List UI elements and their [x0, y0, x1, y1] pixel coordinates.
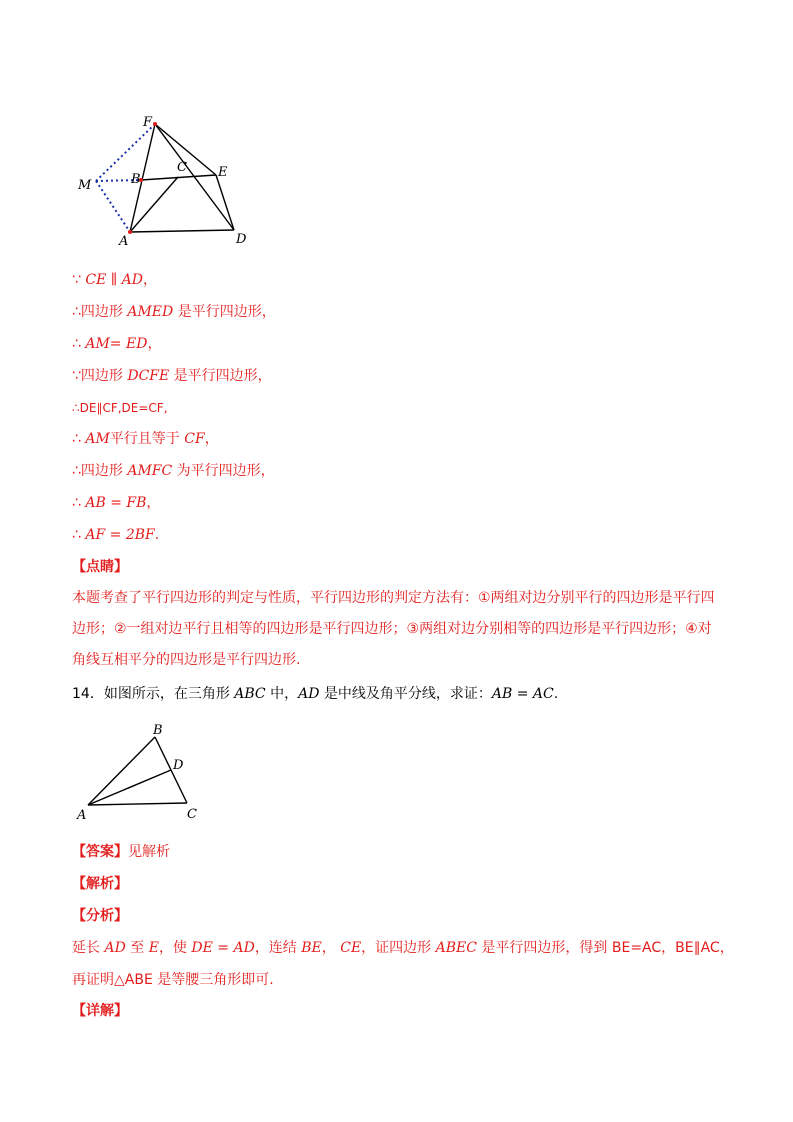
geometry-figure-2 — [72, 715, 212, 825]
jiexi-header: 【解析】 — [72, 876, 128, 892]
label-C: C — [187, 807, 197, 822]
segment-AC — [88, 803, 187, 805]
segment-AD — [130, 230, 234, 232]
answer-line: 【答案】见解析 — [72, 844, 170, 860]
segment-AB — [88, 737, 155, 805]
proof-line-9: ∴ AF = 2BF. — [72, 527, 160, 543]
proof-line-1: ∵ CE ∥ AD， — [72, 272, 157, 288]
proof-line-8: ∴ AB = FB， — [72, 495, 161, 511]
label-A: A — [119, 234, 129, 249]
proof-line-3: ∴ AM= ED， — [72, 336, 162, 352]
segment-MA — [96, 181, 130, 232]
proof-line-4: ∵四边形 DCFE 是平行四边形， — [72, 368, 272, 384]
point-F — [153, 122, 157, 126]
fenxi-header: 【分析】 — [72, 908, 128, 924]
figure1-dotted-lines — [96, 124, 155, 232]
segment-AD — [88, 770, 171, 805]
question-14: 14．如图所示，在三角形 ABC 中，AD 是中线及角平分线，求证：AB = AC. — [72, 686, 559, 702]
label-E: E — [218, 165, 228, 180]
segment-BE — [141, 175, 216, 180]
fenxi-line-2: 再证明△ABE 是等腰三角形即可. — [72, 972, 274, 988]
segment-MF — [96, 124, 155, 181]
geometry-figure-1 — [72, 108, 272, 253]
label-F: F — [143, 115, 153, 130]
label-D: D — [173, 758, 184, 773]
dianjing-header: 【点睛】 — [72, 559, 128, 575]
label-C: C — [177, 160, 187, 175]
label-M: M — [78, 178, 92, 193]
label-D: D — [236, 232, 247, 247]
proof-line-6: ∴ AM平行且等于 CF， — [72, 431, 219, 447]
fenxi-line-1: 延长 AD 至 E，使 DE = AD，连结 BE， CE，证四边形 ABEC 是平行四边形，得到 BE=AC，BE∥AC， — [72, 940, 734, 956]
xiangjie-header: 【详解】 — [72, 1003, 128, 1019]
proof-line-5: ∴DE∥CF,DE=CF, — [72, 401, 168, 415]
label-B: B — [131, 172, 141, 187]
label-A: A — [77, 808, 87, 823]
point-A — [128, 230, 132, 234]
segment-ED — [216, 175, 234, 230]
proof-line-7: ∴四边形 AMFC 为平行四边形， — [72, 463, 275, 479]
dianjing-text: 本题考查了平行四边形的判定与性质，平行四边形的判定方法有：①两组对边分别平行的四边形是平行四边形；②一组对边平行且相等的四边形是平行四边形；③两组对边分别相等的四边形是平行四边形；④对角线互相平分的四边形是平行四边形. — [72, 590, 715, 668]
label-B: B — [153, 723, 163, 738]
proof-line-2: ∴四边形 AMED 是平行四边形， — [72, 304, 276, 320]
